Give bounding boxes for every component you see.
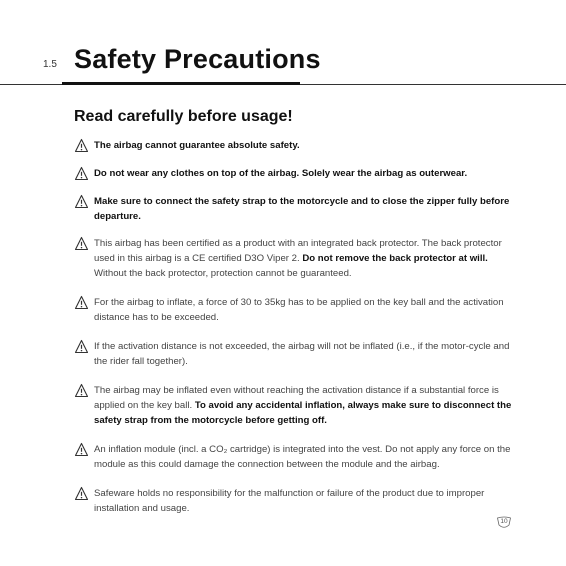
warning-icon <box>74 486 94 502</box>
precaution-text: The airbag cannot guarantee absolute safety. <box>94 140 300 151</box>
precaution-item <box>74 295 514 325</box>
warning-icon <box>74 442 94 458</box>
warning-icon <box>74 339 94 355</box>
precaution-item <box>74 166 514 182</box>
precaution-item <box>74 383 514 428</box>
section-number: 1.5 <box>43 59 57 70</box>
precaution-text: Safeware holds no responsibility for the malfunction or failure of the product due to improper installation and usage. <box>94 488 485 514</box>
precaution-emphasis: To avoid any accidental inflation, always make sure to disconnect the safety strap from the motorcycle before getting off. <box>94 400 512 426</box>
page-title: Safety Precautions <box>74 44 321 74</box>
precaution-item <box>74 236 514 281</box>
precautions-list <box>74 138 514 516</box>
precaution-text: For the airbag to inflate, a force of 30 to 35kg has to be applied on the key ball and the activation distance has to be exceeded. <box>94 297 504 323</box>
section-subtitle: Read carefully before usage! <box>74 108 293 125</box>
precaution-text: Make sure to connect the safety strap to the motorcycle and to close the zipper fully before departure. <box>94 196 510 222</box>
warning-icon <box>74 138 94 154</box>
precaution-item <box>74 138 514 154</box>
precaution-text: The airbag may be inflated even without reaching the activation distance if a substantial force is applied on the key ball. To avoid any accidental inflation, always make sure to disconnect the safety strap from the motorcycle before getting off. <box>94 385 512 426</box>
precaution-item <box>74 442 514 472</box>
precaution-text: If the activation distance is not exceeded, the airbag will not be inflated (i.e., if the motor-cycle and the rider fall together). <box>94 341 510 367</box>
warning-icon <box>74 383 94 399</box>
precaution-text: An inflation module (incl. a CO₂ cartridge) is integrated into the vest. Do not apply any force on the module as this could damage the connection between the module and the airbag. <box>94 444 511 470</box>
precaution-item <box>74 486 514 516</box>
page-number: 10 <box>500 518 508 525</box>
precaution-item <box>74 339 514 369</box>
warning-icon <box>74 236 94 252</box>
warning-icon <box>74 194 94 210</box>
precaution-text: Do not wear any clothes on top of the airbag. Solely wear the airbag as outerwear. <box>94 168 468 179</box>
precaution-text: This airbag has been certified as a product with an integrated back protector. The back protector used in this airbag is a CE certified D3O Viper 2. Do not remove the back protector at will. Without the back protector, protection cannot be guaranteed. <box>94 238 502 279</box>
warning-icon <box>74 166 94 182</box>
warning-icon <box>74 295 94 311</box>
precaution-item <box>74 194 514 224</box>
title-rule-accent <box>62 82 300 85</box>
page-number-badge <box>496 516 512 530</box>
precaution-emphasis: Do not remove the back protector at will. <box>302 253 488 264</box>
